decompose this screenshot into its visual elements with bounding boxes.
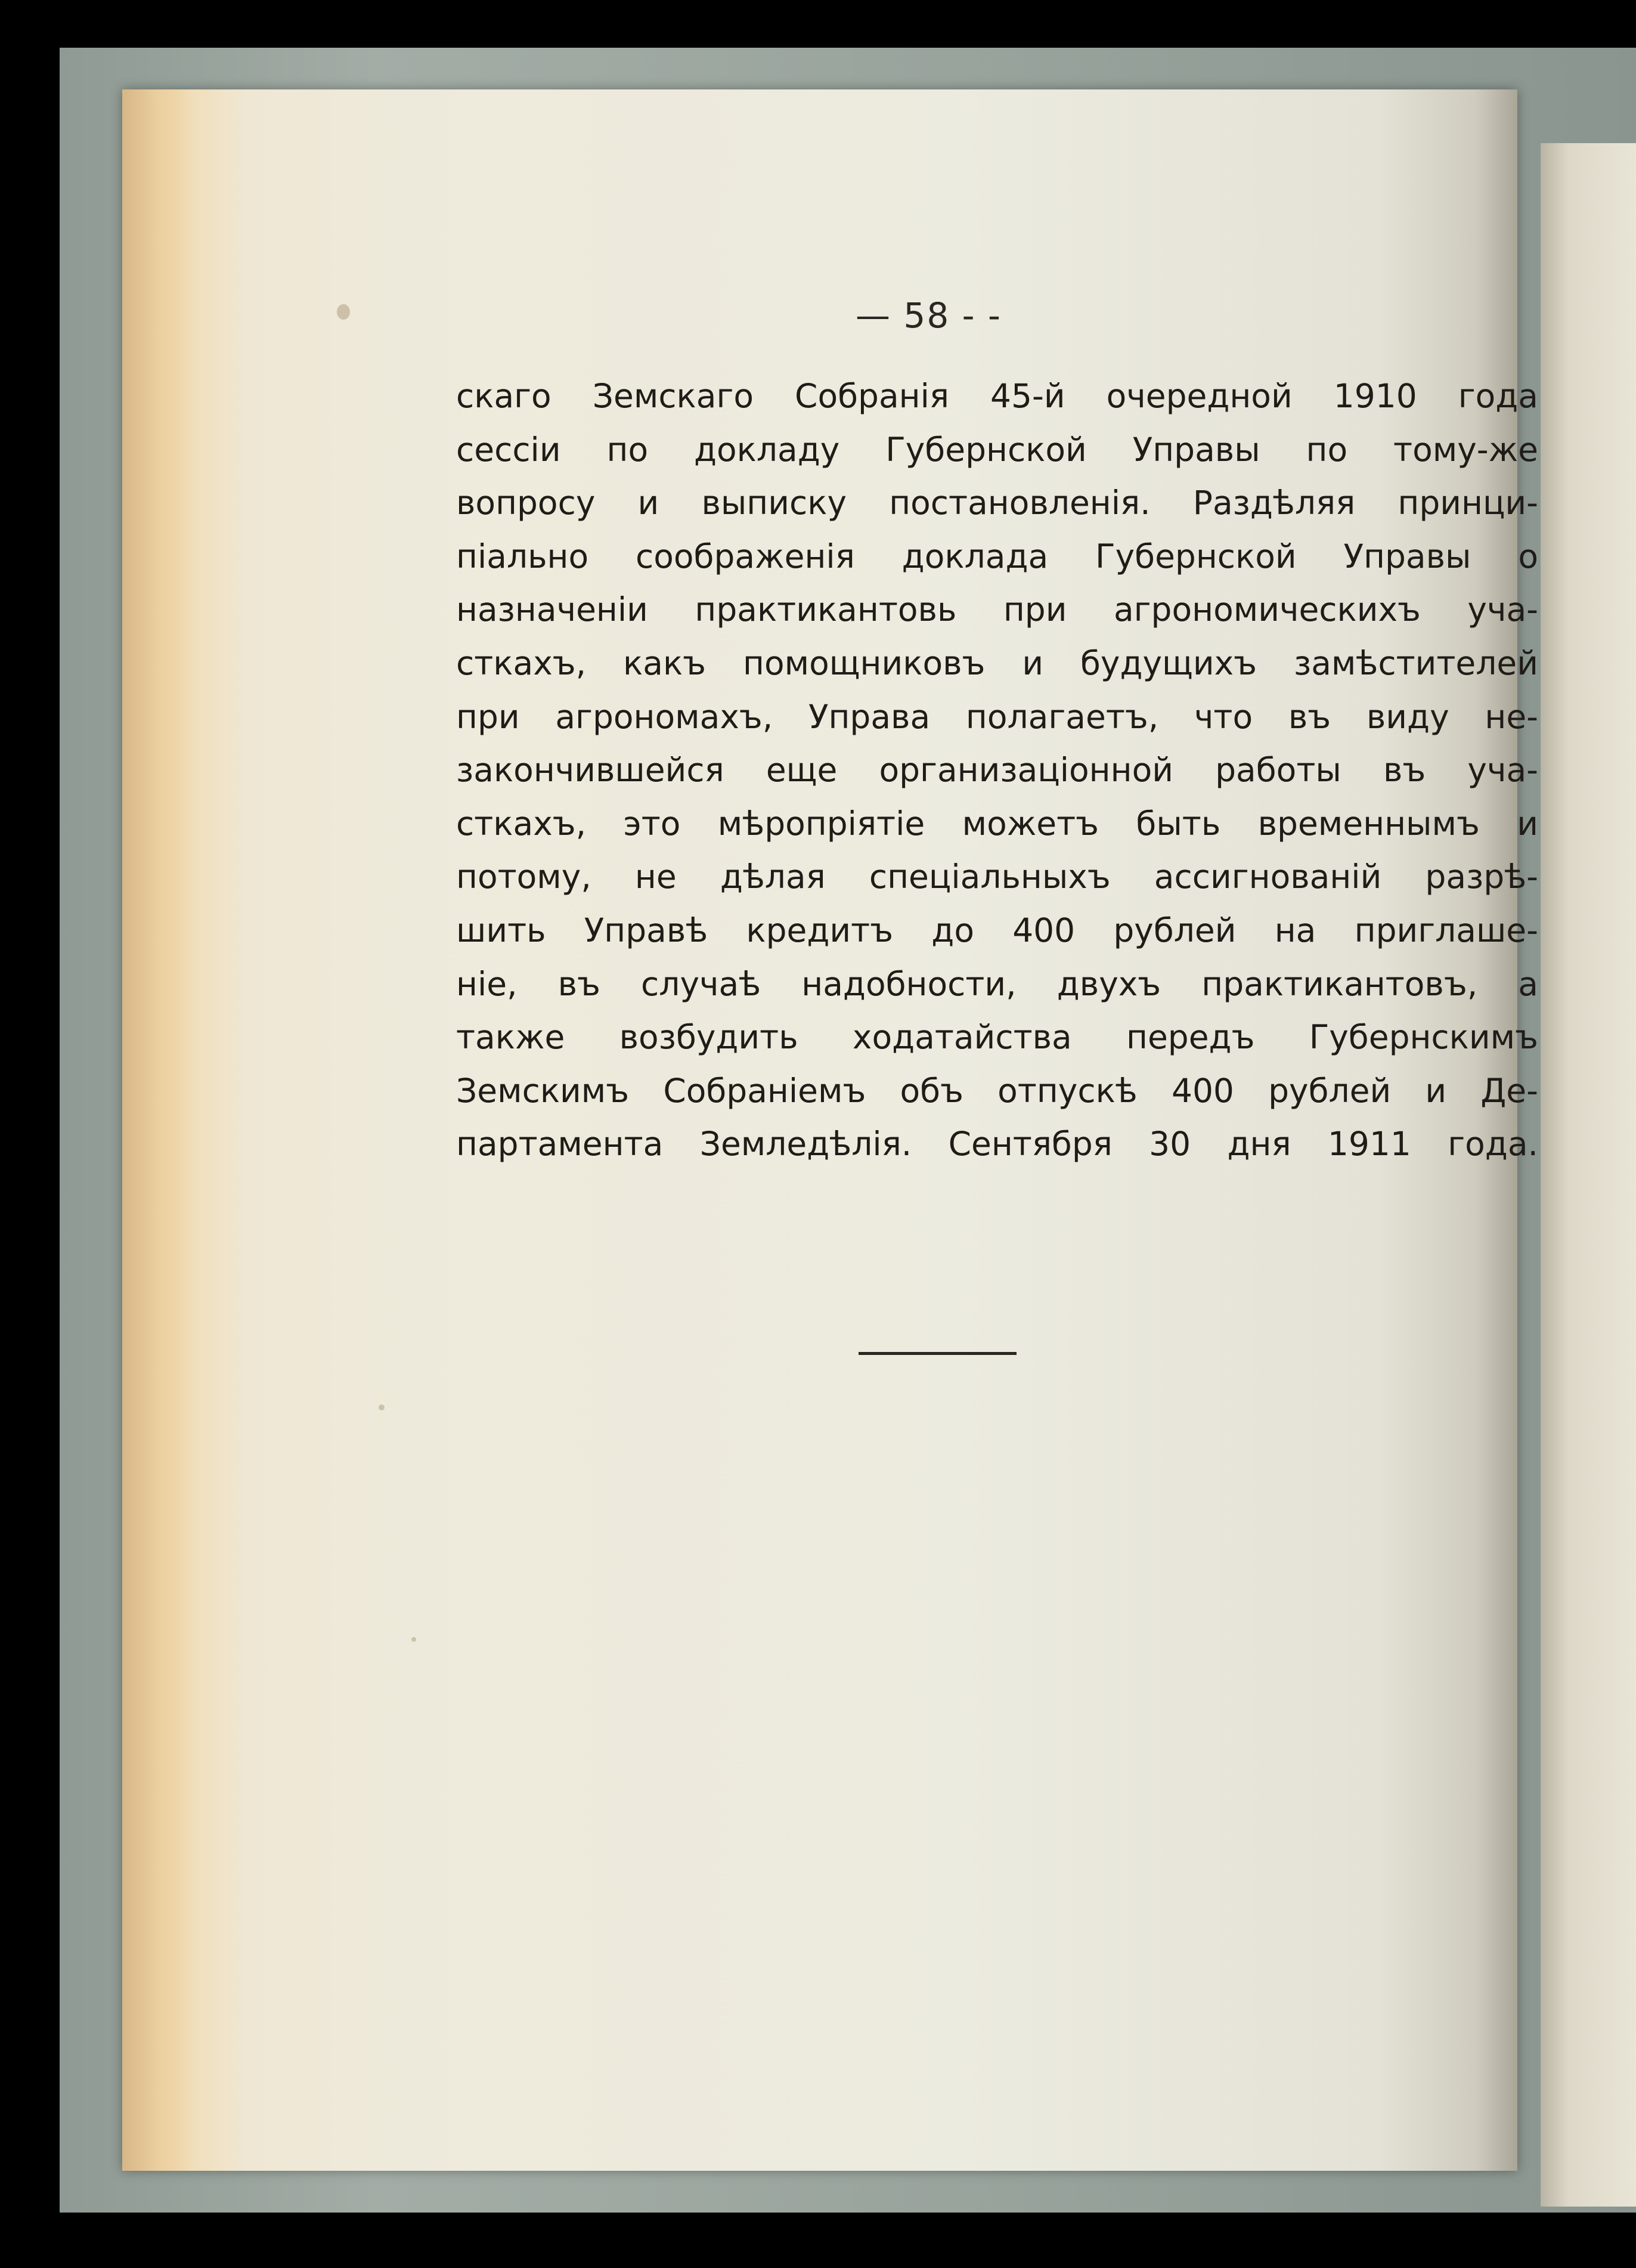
text-line: при агрономахъ, Управа полагаетъ, что въ виду не- xyxy=(456,697,1538,736)
paper-stain xyxy=(379,1404,385,1410)
text-line: потому, не дѣлая спеціальныхъ ассигнованій разрѣ- xyxy=(456,858,1538,896)
text-line: скаго Земскаго Собранія 45-й очередной 1910 года xyxy=(456,377,1538,415)
text-line: партамента Земледѣлія. Сентября 30 дня 1911 года. xyxy=(456,1125,1538,1164)
paper-stain xyxy=(411,1637,416,1642)
body-text xyxy=(456,370,1538,1171)
page-number: — 58 - - xyxy=(856,295,1002,336)
text-line: піально соображенія доклада Губернской Управы о xyxy=(456,537,1538,575)
text-line: закончившейся еще организаціонной работы въ уча- xyxy=(456,751,1538,790)
text-line: Земскимъ Собраніемъ объ отпускѣ 400 рублей и Де- xyxy=(456,1071,1538,1110)
paper-stain xyxy=(337,304,350,320)
page-spine-shading xyxy=(122,89,194,2171)
book-page xyxy=(122,89,1538,2171)
text-line: также возбудить ходатайства передъ Губернскимъ xyxy=(456,1018,1538,1057)
text-line: сткахъ, какъ помощниковъ и будущихъ замѣстителей xyxy=(456,643,1538,682)
text-line: шить Управѣ кредитъ до 400 рублей на приглаше- xyxy=(456,911,1538,949)
section-divider-rule xyxy=(859,1352,1017,1355)
text-line: назначеніи практикантовь при агрономическихъ уча- xyxy=(456,590,1538,629)
text-line: сткахъ, это мѣропріятіе можетъ быть временнымъ и xyxy=(456,804,1538,843)
text-line: сессіи по докладу Губернской Управы по тому-же xyxy=(456,430,1538,469)
text-line: вопросу и выписку постановленія. Раздѣляя принци- xyxy=(456,484,1538,522)
text-line: ніе, въ случаѣ надобности, двухъ практикантовъ, а xyxy=(456,964,1538,1003)
next-page-edge xyxy=(1541,143,1636,2207)
